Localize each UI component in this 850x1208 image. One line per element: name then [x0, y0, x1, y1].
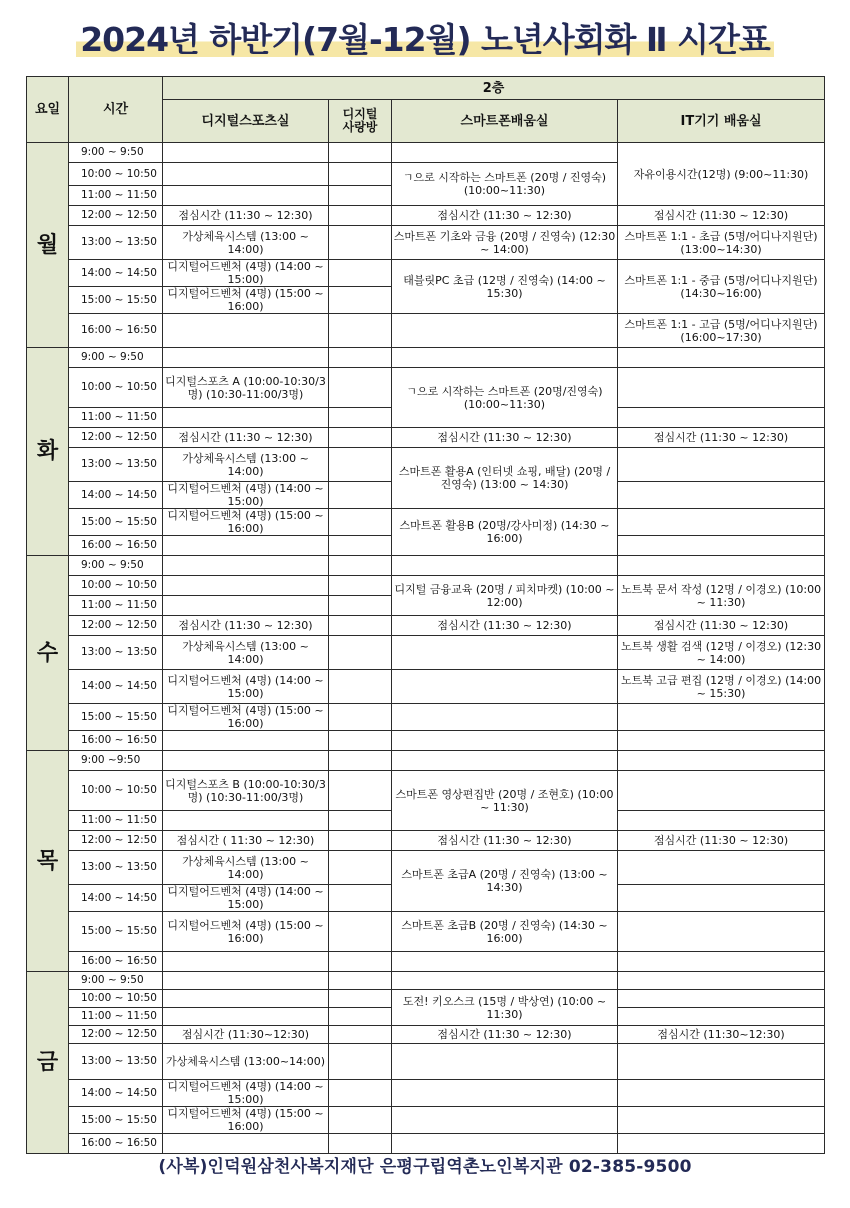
empty-cell: [329, 1134, 392, 1154]
sports-room-class: 디지털어드벤처 (4명) (15:00 ~ 16:00): [163, 912, 329, 952]
empty-cell: [329, 972, 392, 990]
empty-cell: [329, 851, 392, 885]
sports-room-class: 가상체육시스템 (13:00 ~ 14:00): [163, 636, 329, 670]
time-slot: 11:00 ~ 11:50: [69, 186, 163, 206]
time-slot: 16:00 ~ 16:50: [69, 952, 163, 972]
schedule-row: [27, 556, 825, 576]
time-slot: 10:00 ~ 10:50: [69, 990, 163, 1008]
empty-cell: [329, 952, 392, 972]
empty-cell: [392, 952, 618, 972]
empty-cell: [392, 704, 618, 731]
empty-cell: [618, 368, 825, 408]
time-slot: 15:00 ~ 15:50: [69, 704, 163, 731]
empty-cell: [392, 556, 618, 576]
empty-cell: [618, 448, 825, 482]
empty-cell: [329, 287, 392, 314]
schedule-row: [27, 851, 825, 885]
empty-cell: [163, 143, 329, 163]
schedule-row: [27, 1026, 825, 1044]
lunch-break-cell: 점심시간 (11:30 ~ 12:30): [392, 206, 618, 226]
empty-cell: [163, 990, 329, 1008]
empty-cell: [618, 885, 825, 912]
time-slot: 16:00 ~ 16:50: [69, 314, 163, 348]
sports-room-class: 디지털스포츠 A (10:00-10:30/3명) (10:30-11:00/3명): [163, 368, 329, 408]
time-slot: 14:00 ~ 14:50: [69, 885, 163, 912]
time-slot: 16:00 ~ 16:50: [69, 731, 163, 751]
schedule-row: [27, 972, 825, 990]
time-slot: 15:00 ~ 15:50: [69, 287, 163, 314]
lunch-break-cell: 점심시간 (11:30 ~ 12:30): [392, 616, 618, 636]
empty-cell: [618, 482, 825, 509]
schedule-row: [27, 952, 825, 972]
lunch-break-cell: 점심시간 (11:30 ~ 12:30): [163, 206, 329, 226]
empty-cell: [392, 1080, 618, 1107]
time-slot: 12:00 ~ 12:50: [69, 616, 163, 636]
empty-cell: [329, 448, 392, 482]
empty-cell: [329, 348, 392, 368]
title-area: [0, 14, 850, 61]
empty-cell: [329, 704, 392, 731]
empty-cell: [329, 368, 392, 408]
empty-cell: [163, 556, 329, 576]
schedule-row: [27, 576, 825, 596]
schedule-row: [27, 226, 825, 260]
smartphone-room-class: ㄱ으로 시작하는 스마트폰 (20명/진영숙) (10:00~11:30): [392, 368, 618, 428]
day-label: 목: [27, 751, 69, 972]
sports-room-class: 디지털스포츠 B (10:00-10:30/3명) (10:30-11:00/3명): [163, 771, 329, 811]
schedule-row: [27, 428, 825, 448]
schedule-row: [27, 206, 825, 226]
time-slot: 9:00 ~ 9:50: [69, 143, 163, 163]
it-room-class: 스마트폰 1:1 - 초급 (5명/어디나지원단) (13:00~14:30): [618, 226, 825, 260]
time-slot: 13:00 ~ 13:50: [69, 1044, 163, 1080]
header-room: 스마트폰배움실: [392, 100, 618, 143]
empty-cell: [329, 771, 392, 811]
time-slot: 10:00 ~ 10:50: [69, 576, 163, 596]
empty-cell: [329, 186, 392, 206]
lunch-break-cell: 점심시간 (11:30 ~ 12:30): [618, 206, 825, 226]
sports-room-class: 가상체육시스템 (13:00~14:00): [163, 1044, 329, 1080]
empty-cell: [392, 1107, 618, 1134]
empty-cell: [329, 1107, 392, 1134]
empty-cell: [163, 1008, 329, 1026]
schedule-row: [27, 731, 825, 751]
footer-contact: (사복)인덕원삼천사복지재단 은평구립역촌노인복지관 02-385-9500: [158, 1157, 692, 1177]
smartphone-room-class: ㄱ으로 시작하는 스마트폰 (20명 / 진영숙) (10:00~11:30): [392, 163, 618, 206]
schedule-row: [27, 751, 825, 771]
time-slot: 13:00 ~ 13:50: [69, 636, 163, 670]
header-floor: 2층: [163, 77, 825, 100]
schedule-row: [27, 143, 825, 163]
empty-cell: [329, 731, 392, 751]
empty-cell: [392, 972, 618, 990]
empty-cell: [329, 206, 392, 226]
it-room-class: 스마트폰 1:1 - 중급 (5명/어디나지원단) (14:30~16:00): [618, 260, 825, 314]
empty-cell: [618, 1107, 825, 1134]
lunch-break-cell: 점심시간 (11:30 ~ 12:30): [163, 616, 329, 636]
lunch-break-cell: 점심시간 (11:30~12:30): [618, 1026, 825, 1044]
empty-cell: [392, 348, 618, 368]
empty-cell: [163, 186, 329, 206]
smartphone-room-class: 스마트폰 영상편집반 (20명 / 조현호) (10:00 ~ 11:30): [392, 771, 618, 831]
day-label: 금: [27, 972, 69, 1154]
empty-cell: [329, 509, 392, 536]
header-room: IT기기 배움실: [618, 100, 825, 143]
empty-cell: [618, 751, 825, 771]
sports-room-class: 가상체육시스템 (13:00 ~ 14:00): [163, 448, 329, 482]
lunch-break-cell: 점심시간 (11:30 ~ 12:30): [392, 831, 618, 851]
empty-cell: [163, 163, 329, 186]
schedule-row: [27, 616, 825, 636]
empty-cell: [618, 851, 825, 885]
time-slot: 14:00 ~ 14:50: [69, 1080, 163, 1107]
schedule-row: [27, 368, 825, 408]
sports-room-class: 가상체육시스템 (13:00 ~ 14:00): [163, 851, 329, 885]
lunch-break-cell: 점심시간 (11:30 ~ 12:30): [618, 616, 825, 636]
empty-cell: [329, 226, 392, 260]
empty-cell: [618, 912, 825, 952]
empty-cell: [163, 408, 329, 428]
page-title: 2024년 하반기(7월-12월) 노년사회화 Ⅱ 시간표: [76, 14, 774, 61]
empty-cell: [329, 1008, 392, 1026]
empty-cell: [163, 952, 329, 972]
schedule-row: [27, 1134, 825, 1154]
it-room-class: 스마트폰 1:1 - 고급 (5명/어디나지원단) (16:00~17:30): [618, 314, 825, 348]
empty-cell: [163, 596, 329, 616]
lunch-break-cell: 점심시간 (11:30 ~ 12:30): [618, 831, 825, 851]
lunch-break-cell: 점심시간 (11:30 ~ 12:30): [392, 428, 618, 448]
empty-cell: [618, 771, 825, 811]
schedule-row: [27, 636, 825, 670]
empty-cell: [329, 670, 392, 704]
empty-cell: [329, 1044, 392, 1080]
schedule-row: [27, 990, 825, 1008]
smartphone-room-class: 스마트폰 초급A (20명 / 진영숙) (13:00 ~ 14:30): [392, 851, 618, 912]
time-slot: 11:00 ~ 11:50: [69, 408, 163, 428]
schedule-row: [27, 509, 825, 536]
schedule-row: [27, 1080, 825, 1107]
empty-cell: [329, 536, 392, 556]
smartphone-room-class: 디지털 금융교육 (20명 / 피치마켓) (10:00 ~ 12:00): [392, 576, 618, 616]
empty-cell: [163, 576, 329, 596]
schedule-row: [27, 831, 825, 851]
time-slot: 9:00 ~ 9:50: [69, 972, 163, 990]
smartphone-room-class: 태블릿PC 초급 (12명 / 진영숙) (14:00 ~ 15:30): [392, 260, 618, 314]
time-slot: 11:00 ~ 11:50: [69, 811, 163, 831]
lunch-break-cell: 점심시간 (11:30 ~ 12:30): [618, 428, 825, 448]
empty-cell: [329, 1026, 392, 1044]
empty-cell: [329, 314, 392, 348]
lunch-break-cell: 점심시간 ( 11:30 ~ 12:30): [163, 831, 329, 851]
time-slot: 9:00 ~9:50: [69, 751, 163, 771]
empty-cell: [392, 731, 618, 751]
day-label: 수: [27, 556, 69, 751]
time-slot: 10:00 ~ 10:50: [69, 163, 163, 186]
empty-cell: [618, 990, 825, 1008]
time-slot: 11:00 ~ 11:50: [69, 596, 163, 616]
empty-cell: [163, 314, 329, 348]
it-room-class: 자유이용시간(12명) (9:00~11:30): [618, 143, 825, 206]
empty-cell: [618, 556, 825, 576]
schedule-row: [27, 771, 825, 811]
schedule-row: [27, 314, 825, 348]
smartphone-room-class: 스마트폰 활용A (인터넷 쇼핑, 배달) (20명 / 진영숙) (13:00 ~ 14:30): [392, 448, 618, 509]
smartphone-room-class: 스마트폰 활용B (20명/강사미정) (14:30 ~ 16:00): [392, 509, 618, 556]
empty-cell: [329, 408, 392, 428]
time-slot: 13:00 ~ 13:50: [69, 226, 163, 260]
sports-room-class: 디지털어드벤처 (4명) (14:00 ~ 15:00): [163, 1080, 329, 1107]
time-slot: 12:00 ~ 12:50: [69, 831, 163, 851]
empty-cell: [329, 811, 392, 831]
empty-cell: [163, 731, 329, 751]
time-slot: 14:00 ~ 14:50: [69, 260, 163, 287]
empty-cell: [329, 556, 392, 576]
empty-cell: [329, 885, 392, 912]
empty-cell: [618, 1080, 825, 1107]
empty-cell: [618, 731, 825, 751]
empty-cell: [392, 1044, 618, 1080]
sports-room-class: 디지털어드벤처 (4명) (14:00 ~ 15:00): [163, 670, 329, 704]
schedule-row: [27, 260, 825, 287]
empty-cell: [329, 990, 392, 1008]
empty-cell: [329, 831, 392, 851]
empty-cell: [163, 751, 329, 771]
day-label: 화: [27, 348, 69, 556]
empty-cell: [618, 811, 825, 831]
day-label: 월: [27, 143, 69, 348]
schedule-row: [27, 704, 825, 731]
empty-cell: [329, 912, 392, 952]
empty-cell: [329, 1080, 392, 1107]
empty-cell: [163, 536, 329, 556]
empty-cell: [329, 636, 392, 670]
sports-room-class: 디지털어드벤처 (4명) (15:00 ~ 16:00): [163, 1107, 329, 1134]
empty-cell: [618, 536, 825, 556]
time-slot: 12:00 ~ 12:50: [69, 206, 163, 226]
empty-cell: [329, 596, 392, 616]
schedule-table: [26, 76, 825, 1154]
empty-cell: [392, 314, 618, 348]
schedule-row: [27, 1044, 825, 1080]
it-room-class: 노트북 생활 검색 (12명 / 이경오) (12:30 ~ 14:00): [618, 636, 825, 670]
empty-cell: [329, 143, 392, 163]
empty-cell: [329, 616, 392, 636]
schedule-row: [27, 912, 825, 952]
schedule-row: [27, 348, 825, 368]
time-slot: 15:00 ~ 15:50: [69, 509, 163, 536]
empty-cell: [329, 751, 392, 771]
header-room: 디지털 사랑방: [329, 100, 392, 143]
header-row: [27, 77, 825, 100]
lunch-break-cell: 점심시간 (11:30 ~ 12:30): [392, 1026, 618, 1044]
time-slot: 12:00 ~ 12:50: [69, 428, 163, 448]
empty-cell: [618, 952, 825, 972]
time-slot: 14:00 ~ 14:50: [69, 670, 163, 704]
time-slot: 13:00 ~ 13:50: [69, 448, 163, 482]
smartphone-room-class: 스마트폰 기초와 금융 (20명 / 진영숙) (12:30 ~ 14:00): [392, 226, 618, 260]
schedule-row: [27, 670, 825, 704]
time-slot: 15:00 ~ 15:50: [69, 1107, 163, 1134]
time-slot: 9:00 ~ 9:50: [69, 556, 163, 576]
empty-cell: [392, 670, 618, 704]
sports-room-class: 디지털어드벤처 (4명) (14:00 ~ 15:00): [163, 482, 329, 509]
time-slot: 11:00 ~ 11:50: [69, 1008, 163, 1026]
empty-cell: [618, 408, 825, 428]
schedule-row: [27, 1107, 825, 1134]
time-slot: 12:00 ~ 12:50: [69, 1026, 163, 1044]
empty-cell: [618, 1008, 825, 1026]
lunch-break-cell: 점심시간 (11:30~12:30): [163, 1026, 329, 1044]
sports-room-class: 가상체육시스템 (13:00 ~ 14:00): [163, 226, 329, 260]
time-slot: 14:00 ~ 14:50: [69, 482, 163, 509]
sports-room-class: 디지털어드벤처 (4명) (14:00 ~ 15:00): [163, 260, 329, 287]
header-day: 요일: [27, 77, 69, 143]
empty-cell: [329, 428, 392, 448]
empty-cell: [618, 1044, 825, 1080]
it-room-class: 노트북 문서 작성 (12명 / 이경오) (10:00 ~ 11:30): [618, 576, 825, 616]
empty-cell: [392, 1134, 618, 1154]
smartphone-room-class: 도전! 키오스크 (15명 / 박상연) (10:00 ~ 11:30): [392, 990, 618, 1026]
empty-cell: [618, 1134, 825, 1154]
time-slot: 9:00 ~ 9:50: [69, 348, 163, 368]
time-slot: 13:00 ~ 13:50: [69, 851, 163, 885]
time-slot: 15:00 ~ 15:50: [69, 912, 163, 952]
schedule-row: [27, 448, 825, 482]
sports-room-class: 디지털어드벤처 (4명) (15:00 ~ 16:00): [163, 509, 329, 536]
empty-cell: [163, 811, 329, 831]
sports-room-class: 디지털어드벤처 (4명) (15:00 ~ 16:00): [163, 704, 329, 731]
it-room-class: 노트북 고급 편집 (12명 / 이경오) (14:00 ~ 15:30): [618, 670, 825, 704]
smartphone-room-class: 스마트폰 초급B (20명 / 진영숙) (14:30 ~ 16:00): [392, 912, 618, 952]
empty-cell: [392, 143, 618, 163]
time-slot: 16:00 ~ 16:50: [69, 536, 163, 556]
lunch-break-cell: 점심시간 (11:30 ~ 12:30): [163, 428, 329, 448]
empty-cell: [392, 751, 618, 771]
empty-cell: [392, 636, 618, 670]
empty-cell: [618, 972, 825, 990]
sports-room-class: 디지털어드벤처 (4명) (15:00 ~ 16:00): [163, 287, 329, 314]
header-time: 시간: [69, 77, 163, 143]
empty-cell: [329, 163, 392, 186]
header-room: 디지털스포츠실: [163, 100, 329, 143]
time-slot: 16:00 ~ 16:50: [69, 1134, 163, 1154]
sports-room-class: 디지털어드벤처 (4명) (14:00 ~ 15:00): [163, 885, 329, 912]
empty-cell: [163, 1134, 329, 1154]
empty-cell: [329, 482, 392, 509]
empty-cell: [618, 509, 825, 536]
empty-cell: [163, 972, 329, 990]
empty-cell: [163, 348, 329, 368]
empty-cell: [329, 576, 392, 596]
time-slot: 10:00 ~ 10:50: [69, 771, 163, 811]
empty-cell: [618, 348, 825, 368]
empty-cell: [618, 704, 825, 731]
time-slot: 10:00 ~ 10:50: [69, 368, 163, 408]
empty-cell: [329, 260, 392, 287]
